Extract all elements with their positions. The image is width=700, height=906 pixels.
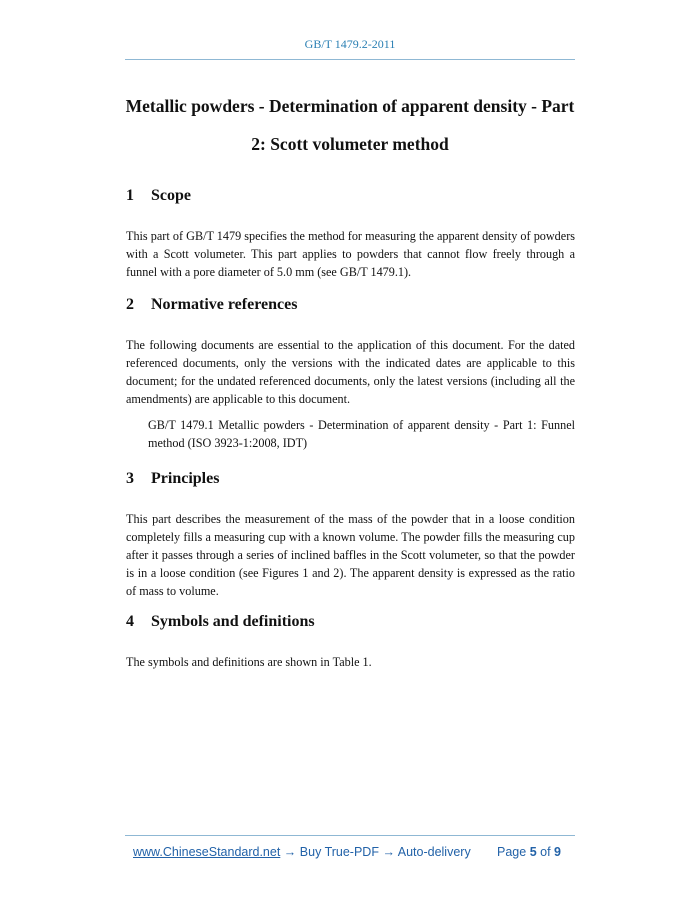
section-4-title: Symbols and definitions (151, 613, 315, 630)
normative-reference-item: GB/T 1479.1 Metallic powders - Determination of apparent density - Part 1: Funnel method (ISO 3923-1:2008, IDT) (148, 418, 575, 450)
section-4-number: 4 (126, 613, 134, 630)
buy-true-pdf-link[interactable]: Buy True-PDF (299, 845, 379, 859)
document-code-header: GB/T 1479.2-2011 (304, 37, 396, 51)
section-3-number: 3 (126, 470, 134, 487)
page-label: Page (497, 845, 527, 859)
chinesestandard-link[interactable]: www.ChineseStandard.net (133, 845, 281, 859)
section-2-paragraph: The following documents are essential to the application of this document. For the dated referenced documents, only the versions with the indicated dates are applicable to this document; for the undated referenced documents, only the latest versions (including all the amendments) are applicable to this document. (126, 338, 575, 406)
section-2-heading (126, 296, 297, 314)
section-4-heading (126, 613, 315, 631)
arrow-right-icon: → (382, 845, 395, 859)
auto-delivery-label: Auto-delivery (397, 845, 471, 859)
page-indicator (497, 845, 561, 859)
section-1-heading (126, 187, 191, 205)
section-2-title: Normative references (151, 296, 298, 313)
section-2-number: 2 (126, 296, 134, 313)
page-current: 5 (529, 845, 537, 859)
section-3-title: Principles (151, 470, 220, 487)
section-4-paragraph: The symbols and definitions are shown in Table 1. (126, 655, 372, 669)
page-of-label: of (540, 845, 551, 859)
section-3-paragraph: This part describes the measurement of the mass of the powder that in a loose condition completely fills a measuring cup with a known volume. The powder fills the measuring cup after it passes through a series of inclined baffles in the Scott volumeter, so that the powder is in a loose condition (see Figures 1 and 2). The apparent density is expressed as the ratio of mass to volume. (126, 512, 575, 598)
header-divider (125, 59, 575, 60)
section-1-paragraph: This part of GB/T 1479 specifies the method for measuring the apparent density of powders with a Scott volumeter. This part applies to powders that cannot flow freely through a funnel with a pore diameter of 5.0 mm (see GB/T 1479.1). (126, 229, 575, 279)
section-3-heading (126, 470, 219, 488)
footer (133, 845, 575, 859)
section-1-title: Scope (151, 187, 191, 204)
page-total: 9 (554, 845, 561, 859)
footer-divider (125, 835, 575, 836)
document-title: Metallic powders - Determination of apparent density - Part 2: Scott volumeter method (125, 96, 575, 154)
arrow-right-icon: → (283, 845, 297, 859)
section-1-number: 1 (126, 187, 134, 204)
